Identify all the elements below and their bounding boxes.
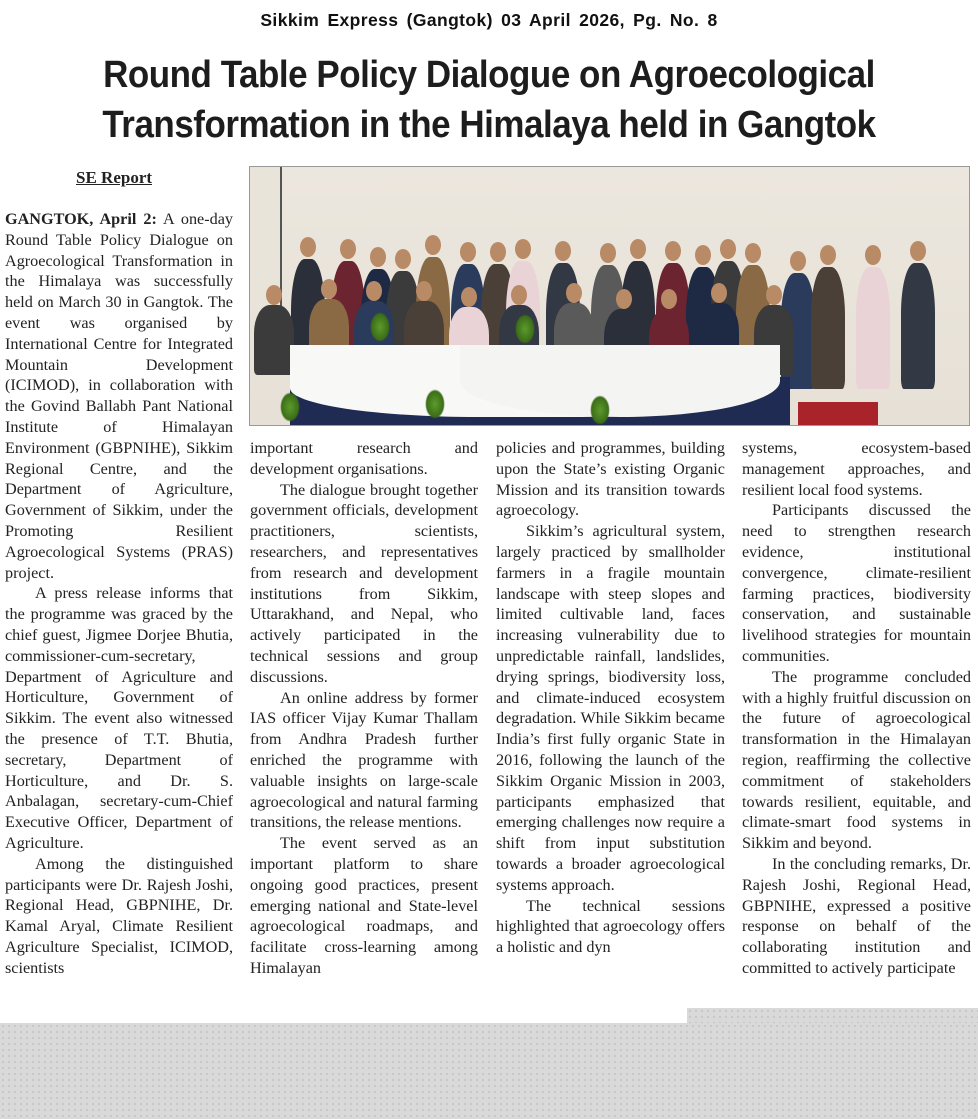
photo-person-head bbox=[340, 239, 356, 259]
paragraph: In the concluding remarks, Dr. Rajesh Joshi, Regional Head, GBPNIHE, expressed a positive response on behalf of the collaborating institution and committed to actively participate bbox=[742, 854, 971, 977]
byline: SE Report bbox=[76, 168, 153, 187]
paragraph: policies and programmes, building upon the State’s existing Organic Mission and its transition towards agroecology. bbox=[496, 439, 725, 520]
photo-plant bbox=[590, 395, 610, 425]
paragraph: The programme concluded with a highly fruitful discussion on the future of agroecological transformation in the Himalayan region, reaffirming the collective commitment of stakeholders towards resilient, equitable, and climate-smart food systems in Sikkim and beyond. bbox=[742, 667, 971, 853]
paragraph: Sikkim’s agricultural system, largely practiced by smallholder farmers in a fragile mountain landscape with steep slopes and limited cultivable land, faces increasing vulnerability due to unpredictable rainfall, landslides, drying springs, biodiversity loss, and climate-induced ecosystem degradation. While Sikkim became India’s first fully organic State in 2016, following the launch of the Sikkim Organic Mission in 2003, participants emphasized that emerging challenges now require a shift from input substitution towards a broader agroecological systems approach. bbox=[496, 522, 725, 894]
photo-person-head bbox=[711, 283, 727, 303]
photo-person-head bbox=[300, 237, 316, 257]
photo-person-head bbox=[616, 289, 632, 309]
photo-person-head bbox=[600, 243, 616, 263]
photo-person-head bbox=[745, 243, 761, 263]
paragraph: Participants discussed the need to strengthen research evidence, institutional convergence, climate-resilient farming practices, biodiversity conservation, and sustainable livelihood strategies for mountain communities. bbox=[742, 501, 971, 665]
photo-person-head bbox=[416, 281, 432, 301]
paragraph: important research and development organisations. bbox=[250, 439, 478, 478]
photo-person-head bbox=[321, 279, 337, 299]
photo-person-head bbox=[630, 239, 646, 259]
paragraph: Among the distinguished participants were Dr. Rajesh Joshi, Regional Head, GBPNIHE, Dr. Kamal Aryal, Climate Resilient Agriculture Specialist, ICIMOD, scientists bbox=[5, 854, 233, 977]
photo-person bbox=[856, 267, 890, 389]
photo-person-head bbox=[461, 287, 477, 307]
photo-person-head bbox=[910, 241, 926, 261]
photo-person-head bbox=[720, 239, 736, 259]
headline-line-1: Round Table Policy Dialogue on Agroecological bbox=[103, 54, 875, 96]
photo-wall-edge bbox=[280, 167, 282, 307]
photo-red-carpet bbox=[798, 402, 878, 426]
photo-person-head bbox=[695, 245, 711, 265]
photo-person-head bbox=[566, 283, 582, 303]
paragraph: The dialogue brought together government officials, development practitioners, scientists, researchers, and representatives from research and development institutions from Sikkim, Uttarakhand, and Nepal, who actively participated in the technical sessions and group discussions. bbox=[250, 480, 478, 686]
photo-person-head bbox=[865, 245, 881, 265]
article-column-1 bbox=[5, 209, 233, 978]
photo-table-cloth-right bbox=[460, 345, 780, 417]
paragraph bbox=[5, 209, 233, 583]
headline bbox=[39, 50, 939, 150]
redaction-overlay bbox=[687, 1008, 978, 1024]
photo-person-head bbox=[425, 235, 441, 255]
photo-plant bbox=[425, 389, 445, 419]
photo-person-head bbox=[665, 241, 681, 261]
photo-person-head bbox=[790, 251, 806, 271]
photo-person bbox=[811, 267, 845, 389]
paragraph: An online address by former IAS officer Vijay Kumar Thallam from Andhra Pradesh further enriched the programme with valuable insights on large-scale agroecological and natural farming transitions, the release mentions. bbox=[250, 688, 478, 832]
photo-person bbox=[901, 263, 935, 389]
article-column-2 bbox=[250, 438, 478, 979]
article-column-3 bbox=[496, 438, 725, 958]
paragraph: The technical sessions highlighted that agroecology offers a holistic and dyn bbox=[496, 896, 725, 957]
paragraph: A press release informs that the programme was graced by the chief guest, Jigmee Dorjee Bhutia, commissioner-cum-secretary, Department of Agriculture and Horticulture, Government of Sikkim. The event also witnessed the presence of T.T. Bhutia, secretary, Department of Horticulture, and Dr. S. Anbalagan, secretary-cum-Chief Executive Officer, Department of Agriculture. bbox=[5, 584, 233, 852]
photo-person-head bbox=[366, 281, 382, 301]
photo-plant bbox=[370, 312, 390, 342]
article-column-4 bbox=[742, 438, 971, 979]
photo-person bbox=[254, 305, 294, 375]
photo-person-head bbox=[395, 249, 411, 269]
redaction-overlay bbox=[0, 1023, 978, 1119]
photo-person-head bbox=[511, 285, 527, 305]
photo-plant bbox=[280, 392, 300, 422]
masthead-source-line: Sikkim Express (Gangtok) 03 April 2026, Pg. No. 8 bbox=[260, 10, 718, 30]
photo-person-head bbox=[820, 245, 836, 265]
photo-person-head bbox=[266, 285, 282, 305]
paragraph: The event served as an important platform to share ongoing good practices, present emerging national and State-level agroecological roadmaps, and facilitate cross-learning among Himalayan bbox=[250, 834, 478, 977]
photo-person-head bbox=[490, 242, 506, 262]
photo-person-head bbox=[555, 241, 571, 261]
photo-person-head bbox=[661, 289, 677, 309]
photo-person-head bbox=[515, 239, 531, 259]
dateline: GANGTOK, April 2: bbox=[5, 210, 157, 228]
photo-plant bbox=[515, 314, 535, 344]
photo-person-head bbox=[370, 247, 386, 267]
paragraph: systems, ecosystem-based management approaches, and resilient local food systems. bbox=[742, 439, 971, 499]
photo-person-head bbox=[460, 242, 476, 262]
photo-person-head bbox=[766, 285, 782, 305]
paragraph-text: A one-day Round Table Policy Dialogue on Agroecological Transformation in the Himalaya was successfully held on March 30 in Gangtok. The event was organised by International Centre for Integrated Mountain Development (ICIMOD), in collaboration with the Govind Ballabh Pant National Institute of Himalayan Environment (GBPNIHE), Sikkim Regional Centre, and the Department of Agriculture, Government of Sikkim, under the Promoting Resilient Agroecological Systems (PRAS) project. bbox=[5, 210, 233, 582]
group-photo bbox=[249, 166, 970, 426]
headline-line-2: Transformation in the Himalaya held in Gangtok bbox=[102, 104, 876, 146]
